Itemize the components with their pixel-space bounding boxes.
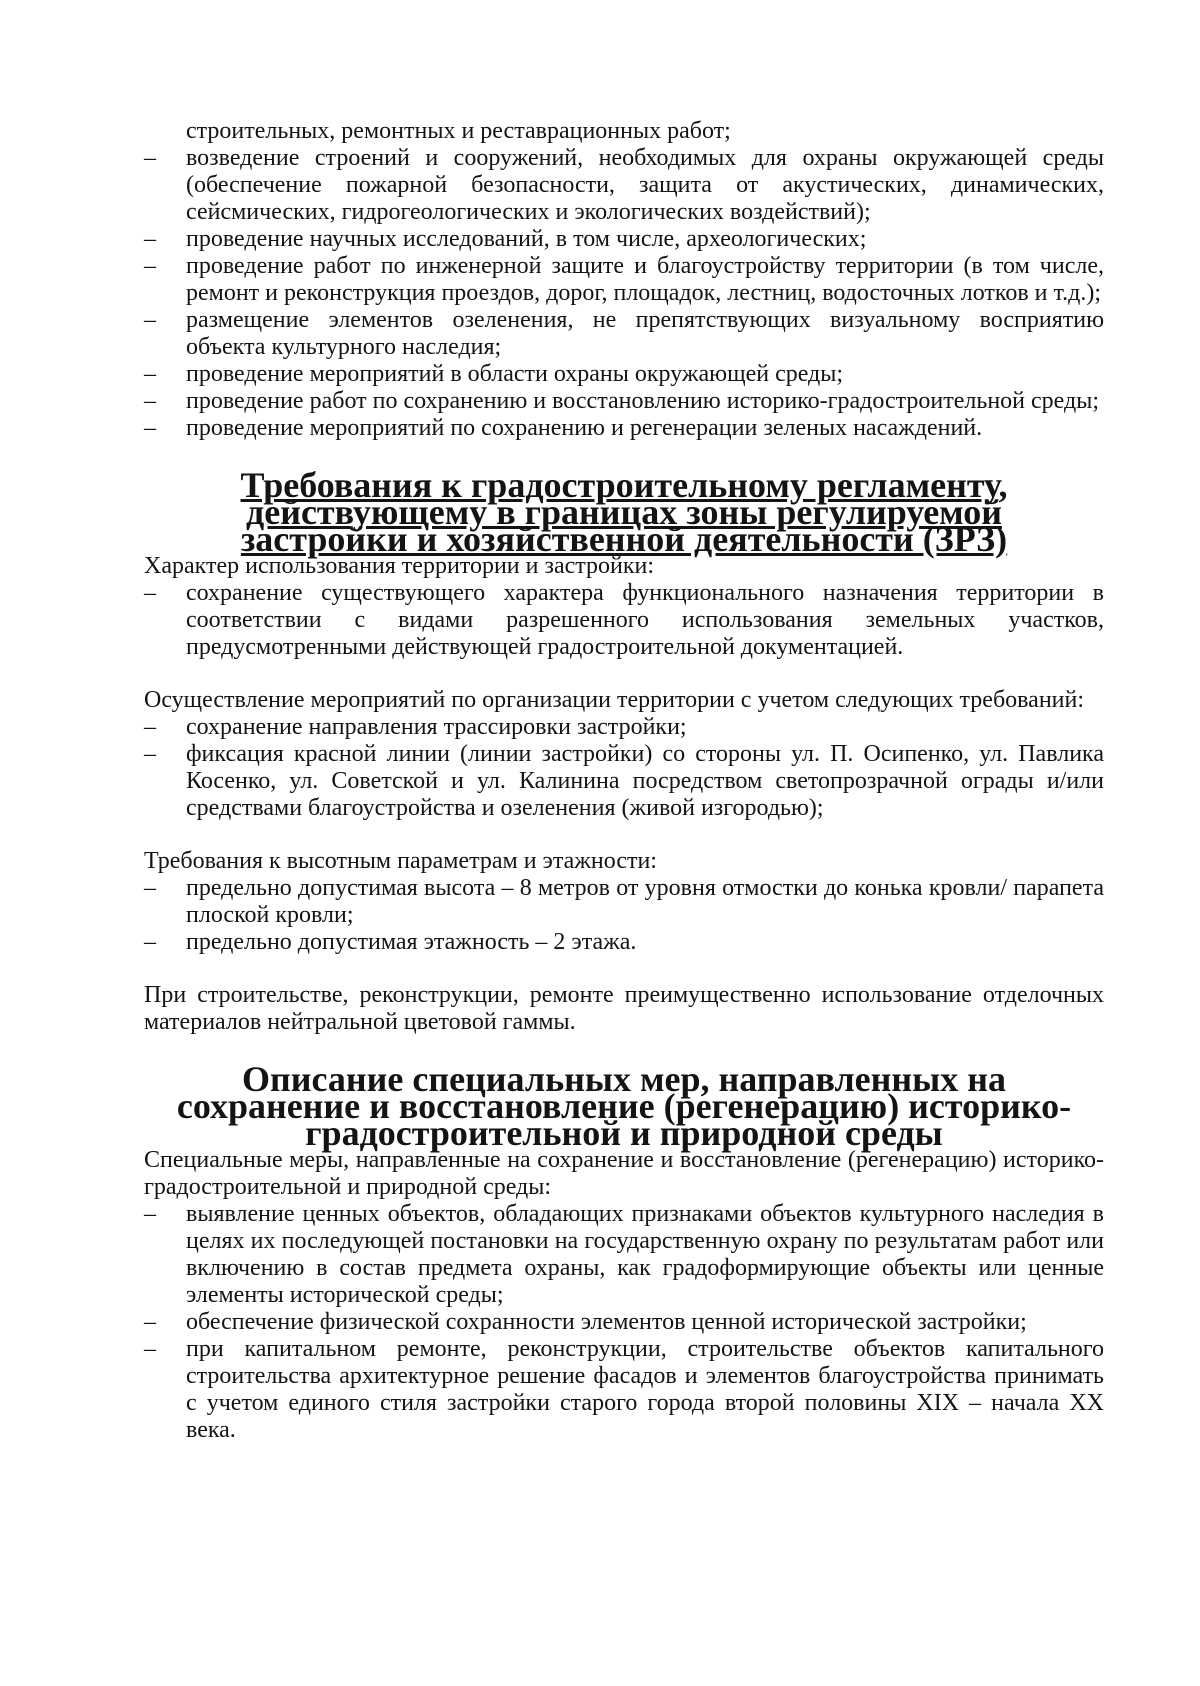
list-item: – обеспечение физической сохранности элементов ценной исторической застройки; — [144, 1309, 1104, 1336]
height-list — [144, 875, 1104, 956]
materials-paragraph: При строительстве, реконструкции, ремонте преимущественно использование отделочных материалов нейтральной цветовой гаммы. — [144, 982, 1104, 1035]
list-item: – проведение научных исследований, в том числе, археологических; — [144, 226, 1104, 253]
list-item: – проведение мероприятий в области охраны окружающей среды; — [144, 361, 1104, 388]
top-list — [144, 145, 1104, 442]
document-page — [144, 118, 1104, 1444]
usage-list — [144, 580, 1104, 661]
section-heading-zrz: Требования к градостроительному регламенту, действующему в границах зоны регулируемой застройки и хозяйственной деятельности (ЗРЗ) — [240, 465, 1008, 559]
list-item: – возведение строений и сооружений, необходимых для охраны окружающей среды (обеспечение пожарной безопасности, защита от акустических, динамических, сейсмических, гидрогеологических и экологических воздействий); — [144, 145, 1104, 226]
list-item: – фиксация красной линии (линии застройки) со стороны ул. П. Осипенко, ул. Павлика Косенко, ул. Советской и ул. Калинина посредством светопрозрачной ограды и/или средствами благоустройства и озеленения (живой изгородью); — [144, 741, 1104, 822]
list-item: – размещение элементов озеленения, не препятствующих визуальному восприятию объекта культурного наследия; — [144, 307, 1104, 361]
list-item: – проведение работ по сохранению и восстановлению историко-градостроительной среды; — [144, 388, 1104, 415]
section-heading-special-measures: Описание специальных мер, направленных на сохранение и восстановление (регенерацию) историко-градостроительной и природной среды — [176, 1059, 1072, 1153]
list-item: – проведение мероприятий по сохранению и регенерации зеленых насаждений. — [144, 415, 1104, 442]
territory-list — [144, 714, 1104, 822]
list-item: – предельно допустимая высота – 8 метров от уровня отмостки до конька кровли/ парапета плоской кровли; — [144, 875, 1104, 929]
list-item: – сохранение направления трассировки застройки; — [144, 714, 1104, 741]
list-item: – выявление ценных объектов, обладающих признаками объектов культурного наследия в целях их последующей постановки на государственную охрану по результатам работ или включению в состав предмета охраны, как градоформирующие объекты или ценные элементы исторической среды; — [144, 1201, 1104, 1309]
section-intro: Специальные меры, направленные на сохранение и восстановление (регенерацию) историко-градостроительной и природной среды: — [144, 1147, 1104, 1200]
section-intro: Осуществление мероприятий по организации территории с учетом следующих требований: — [144, 687, 1085, 713]
section-intro: Характер использования территории и застройки: — [144, 553, 655, 579]
section-intro: Требования к высотным параметрам и этажности: — [144, 848, 657, 874]
list-item: – сохранение существующего характера функционального назначения территории в соответствии с видами разрешенного использования земельных участков, предусмотренными действующей градостроительной документацией. — [144, 580, 1104, 661]
list-item: – при капитальном ремонте, реконструкции, строительстве объектов капитального строительства архитектурное решение фасадов и элементов благоустройства принимать с учетом единого стиля застройки старого города второй половины XIX – начала XX века. — [144, 1336, 1104, 1444]
list-item: – проведение работ по инженерной защите и благоустройству территории (в том числе, ремонт и реконструкция проездов, дорог, площадок, лестниц, водосточных лотков и т.д.); — [144, 253, 1104, 307]
list-item: – предельно допустимая этажность – 2 этажа. — [144, 929, 1104, 956]
measures-list — [144, 1201, 1104, 1444]
continuation-line: строительных, ремонтных и реставрационных работ; — [186, 118, 731, 144]
